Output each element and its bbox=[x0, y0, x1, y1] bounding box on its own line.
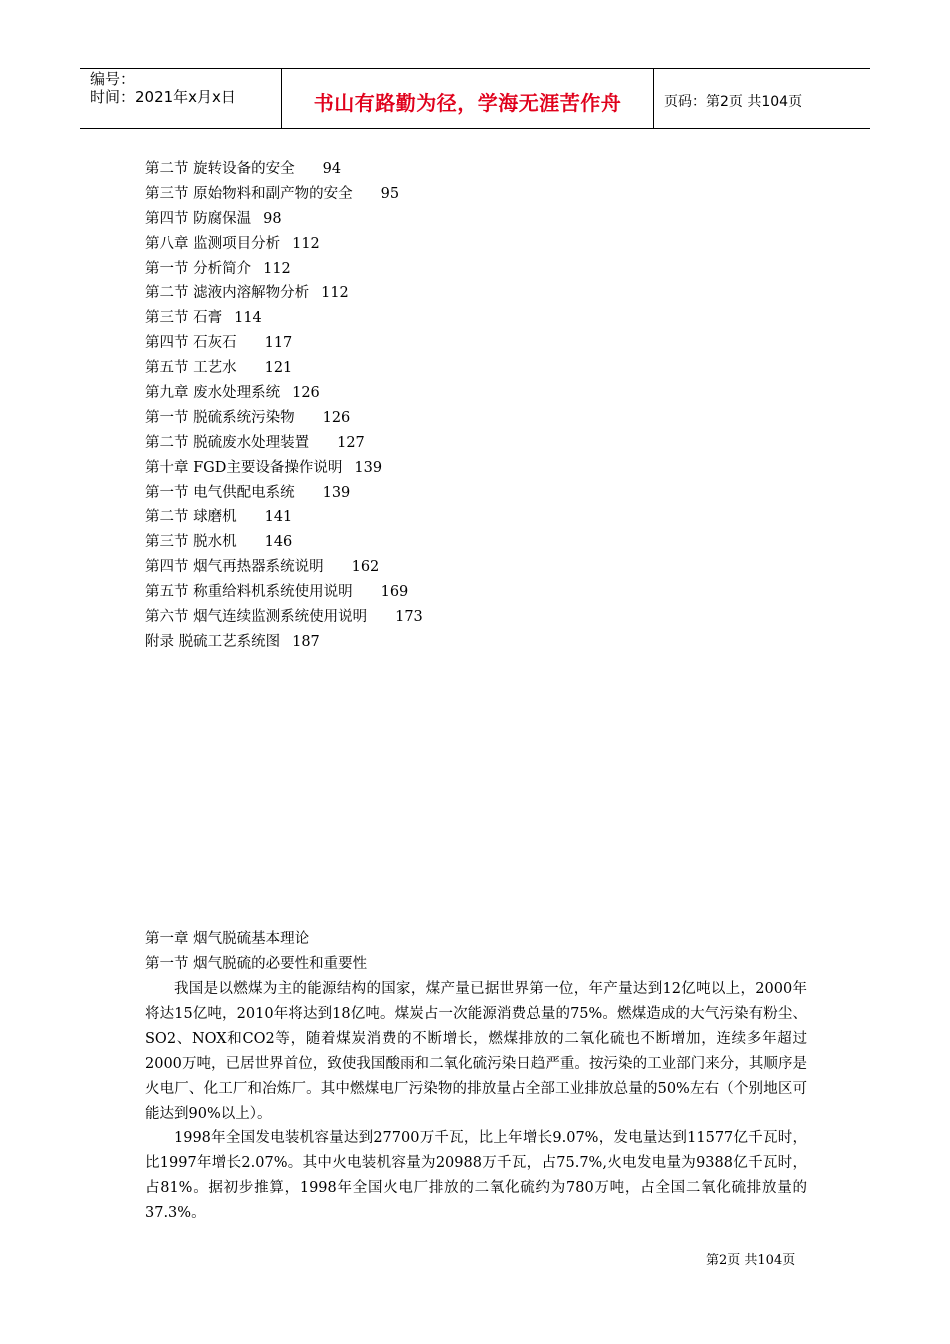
toc-entry[interactable] bbox=[145, 157, 423, 182]
toc-entry-page: 162 bbox=[351, 559, 380, 576]
header-motto: 书山有路勤为径，学海无涯苦作舟 bbox=[313, 91, 622, 115]
toc-entry[interactable] bbox=[145, 580, 423, 605]
toc-entry[interactable] bbox=[145, 530, 423, 555]
header-page-info-cell bbox=[654, 69, 870, 128]
toc-entry-title: 附录 脱硫工艺系统图 bbox=[145, 633, 281, 650]
toc-entry[interactable] bbox=[145, 555, 423, 580]
toc-entry-page: 126 bbox=[322, 409, 351, 426]
toc-entry-page: 173 bbox=[395, 609, 423, 626]
toc-entry-page: 139 bbox=[354, 459, 383, 476]
chapter-title: 第一章 烟气脱硫基本理论 bbox=[145, 931, 310, 947]
toc-entry[interactable] bbox=[145, 306, 423, 331]
table-of-contents bbox=[145, 157, 423, 655]
toc-entry-page: 187 bbox=[292, 633, 320, 650]
toc-entry-page: 95 bbox=[380, 185, 400, 202]
toc-entry-page: 112 bbox=[321, 285, 349, 302]
header-meta bbox=[80, 69, 282, 128]
paragraph: 我国是以燃煤为主的能源结构的国家，煤产量已据世界第一位，年产量达到12亿吨以上，2000年将达15亿吨，2010年将达到18亿吨。煤炭占一次能源消费总量的75%。燃煤造成的大气污染有粉尘、SO2、NOX和CO2等，随着煤炭消费的不断增长，燃煤排放的二氧化硫也不断增加，连续多年超过2000万吨，已居世界首位，致使我国酸雨和二氧化硫污染日趋严重。按污染的工业部门来分，其顺序是火电厂、化工厂和冶炼厂。其中燃煤电厂污染物的排放量占全部工业排放总量的50%左右（个别地区可能达到90%以上）。 bbox=[145, 981, 807, 1122]
section-title: 第一节 烟气脱硫的必要性和重要性 bbox=[145, 955, 368, 972]
document-time: 时间：2021年x月x日 bbox=[90, 88, 236, 106]
toc-entry-title: 第三节 石膏 bbox=[145, 310, 223, 327]
toc-entry-title: 第二节 脱硫废水处理装置 bbox=[145, 434, 310, 451]
toc-entry-title: 第一节 脱硫系统污染物 bbox=[145, 409, 295, 426]
chapter-heading-block bbox=[145, 927, 367, 977]
toc-entry-page: 169 bbox=[380, 584, 409, 601]
toc-entry-page: 98 bbox=[263, 210, 282, 227]
toc-entry[interactable] bbox=[145, 356, 423, 381]
toc-entry[interactable] bbox=[145, 630, 423, 655]
toc-entry-title: 第三节 脱水机 bbox=[145, 534, 237, 551]
toc-entry-page: 112 bbox=[292, 235, 320, 252]
toc-entry[interactable] bbox=[145, 182, 423, 207]
toc-entry-page: 121 bbox=[264, 360, 293, 377]
paragraph: 1998年全国发电装机容量达到27700万千瓦，比上年增长9.07%，发电量达到11577亿千瓦时，比1997年增长2.07%。其中火电装机容量为20988万千瓦，占75.7%,火电发电量为9388亿千瓦时，占81%。据初步推算，1998年全国火电厂排放的二氧化硫约为780万吨，占全国二氧化硫排放量的37.3%。 bbox=[145, 1130, 807, 1222]
toc-entry[interactable] bbox=[145, 207, 423, 232]
toc-entry-page: 141 bbox=[264, 509, 293, 526]
toc-entry[interactable] bbox=[145, 406, 423, 431]
body-text bbox=[145, 977, 807, 1226]
toc-entry-title: 第二节 球磨机 bbox=[145, 509, 237, 526]
toc-entry-title: 第十章 FGD主要设备操作说明 bbox=[145, 459, 343, 476]
toc-entry-title: 第九章 废水处理系统 bbox=[145, 385, 281, 402]
page-header bbox=[80, 68, 870, 129]
toc-entry-page: 114 bbox=[234, 310, 262, 327]
toc-entry[interactable] bbox=[145, 381, 423, 406]
toc-entry[interactable] bbox=[145, 456, 423, 481]
header-page-info: 页码：第2页 共104页 bbox=[664, 93, 803, 110]
toc-entry-title: 第四节 防腐保温 bbox=[145, 210, 252, 227]
toc-entry-title: 第二节 滤液内溶解物分析 bbox=[145, 285, 310, 302]
toc-entry-page: 117 bbox=[264, 335, 293, 352]
toc-entry-page: 146 bbox=[264, 534, 293, 551]
toc-entry[interactable] bbox=[145, 431, 423, 456]
toc-entry-title: 第八章 监测项目分析 bbox=[145, 235, 281, 252]
toc-entry[interactable] bbox=[145, 257, 423, 282]
toc-entry-page: 94 bbox=[322, 161, 342, 177]
toc-entry-title: 第三节 原始物料和副产物的安全 bbox=[145, 185, 353, 202]
toc-entry-page: 139 bbox=[322, 484, 351, 501]
toc-entry-page: 112 bbox=[263, 260, 291, 277]
toc-entry-page: 126 bbox=[292, 385, 320, 402]
toc-entry[interactable] bbox=[145, 232, 423, 257]
page-footer: 第2页 共104页 bbox=[706, 1253, 796, 1268]
toc-entry-title: 第一节 分析简介 bbox=[145, 260, 252, 277]
toc-entry-title: 第一节 电气供配电系统 bbox=[145, 484, 295, 501]
toc-entry[interactable] bbox=[145, 481, 423, 506]
toc-entry[interactable] bbox=[145, 605, 423, 630]
document-number-label: 编号： bbox=[90, 70, 136, 88]
toc-entry[interactable] bbox=[145, 505, 423, 530]
toc-entry-title: 第六节 烟气连续监测系统使用说明 bbox=[145, 609, 368, 626]
toc-entry-title: 第二节 旋转设备的安全 bbox=[145, 161, 295, 177]
toc-entry[interactable] bbox=[145, 331, 423, 356]
toc-entry[interactable] bbox=[145, 281, 423, 306]
toc-entry-title: 第四节 烟气再热器系统说明 bbox=[145, 559, 324, 576]
toc-entry-page: 127 bbox=[337, 434, 365, 451]
toc-entry-title: 第四节 石灰石 bbox=[145, 335, 237, 352]
header-motto-cell bbox=[282, 69, 654, 128]
toc-entry-title: 第五节 工艺水 bbox=[145, 360, 237, 377]
toc-entry-title: 第五节 称重给料机系统使用说明 bbox=[145, 584, 353, 601]
